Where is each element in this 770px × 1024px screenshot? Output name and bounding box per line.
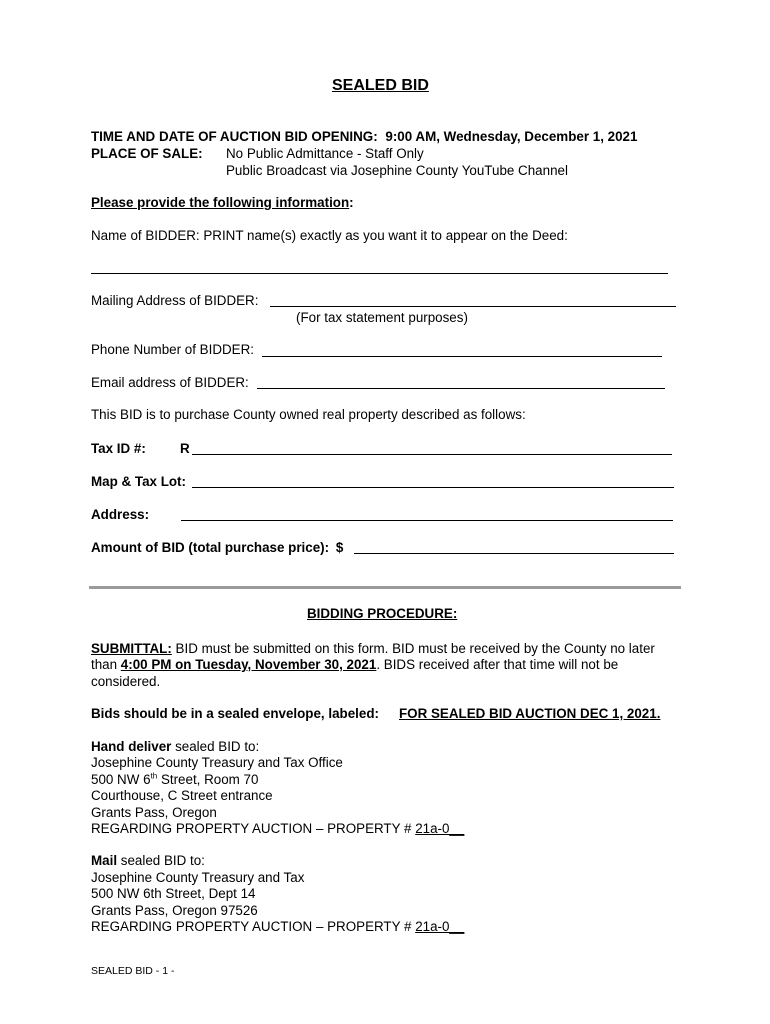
section-divider [89,586,681,589]
email-field-line[interactable] [257,387,665,389]
mailing-label: Mailing Address of BIDDER: [91,293,259,308]
hand-line-2b: Street, Room 70 [157,772,259,787]
submittal-line-3: considered. [91,674,161,689]
mail-heading [91,853,205,869]
amount-label [91,540,343,556]
hand-deliver-heading [91,739,259,755]
amount-label-text: Amount of BID (total purchase price): [91,540,330,555]
phone-label: Phone Number of BIDDER: [91,342,254,357]
hand-property-number: 21a-0__ [415,821,465,836]
submittal-line-2 [91,657,618,673]
address-field-line[interactable] [181,519,673,521]
place-label: PLACE OF SALE: [91,146,203,161]
amount-field-line[interactable] [354,552,674,554]
maplot-field-line[interactable] [192,486,674,488]
maplot-label: Map & Tax Lot: [91,474,186,489]
name-prompt: Name of BIDDER: PRINT name(s) exactly as you want it to appear on the Deed: [91,228,568,243]
taxid-label: Tax ID #: [91,441,146,456]
mail-line-3: Grants Pass, Oregon 97526 [91,903,258,918]
submittal-text-2b: . BIDS received after that time will not be [376,657,619,672]
address-label: Address: [91,507,150,522]
mail-line-4a: REGARDING PROPERTY AUCTION – PROPERTY # [91,919,416,934]
hand-line-4: Grants Pass, Oregon [91,805,217,820]
hand-line-5a: REGARDING PROPERTY AUCTION – PROPERTY # [91,821,416,836]
hand-line-2a: 500 NW 6 [91,772,151,787]
mailing-note: (For tax statement purposes) [296,310,468,325]
hand-line-2 [91,772,258,788]
mail-line-2: 500 NW 6th Street, Dept 14 [91,886,256,901]
hand-line-2-sup: th [150,771,158,781]
purpose-text: This BID is to purchase County owned real property described as follows: [91,407,526,422]
submittal-line-1 [91,641,655,657]
mail-rest: sealed BID to: [117,853,205,868]
procedure-heading: BIDDING PROCEDURE: [307,606,458,621]
envelope-value: FOR SEALED BID AUCTION DEC 1, 2021. [399,706,661,721]
taxid-prefix: R [180,441,190,456]
mail-line-1: Josephine County Treasury and Tax [91,870,305,885]
phone-field-line[interactable] [262,355,662,357]
auction-value: 9:00 AM, Wednesday, December 1, 2021 [385,129,638,144]
hand-deliver-rest: sealed BID to: [171,739,260,754]
submittal-deadline: 4:00 PM on Tuesday, November 30, 2021 [120,657,377,672]
info-heading [91,195,354,211]
mail-bold: Mail [91,853,118,868]
hand-line-5 [91,821,464,837]
hand-line-1: Josephine County Treasury and Tax Office [91,755,343,770]
submittal-label: SUBMITTAL: [91,641,172,656]
mail-property-number: 21a-0__ [415,919,465,934]
auction-label: TIME AND DATE OF AUCTION BID OPENING: [91,129,378,144]
submittal-text-1: BID must be submitted on this form. BID must be received by the County no later [171,641,655,656]
auction-time [91,129,637,145]
email-label: Email address of BIDDER: [91,375,249,390]
place-line-1: No Public Admittance - Staff Only [226,146,424,161]
envelope-label: Bids should be in a sealed envelope, labeled: [91,706,379,721]
place-line-2: Public Broadcast via Josephine County YouTube Channel [226,163,568,178]
mail-line-4 [91,919,464,935]
hand-deliver-bold: Hand deliver [91,739,172,754]
mailing-field-line[interactable] [270,305,676,307]
page-title: SEALED BID [332,77,429,94]
taxid-field-line[interactable] [192,453,672,455]
page-footer: SEALED BID - 1 - [91,965,175,977]
hand-line-3: Courthouse, C Street entrance [91,788,273,803]
submittal-text-2a: than [91,657,121,672]
name-field-line[interactable] [91,272,668,274]
amount-prefix: $ [335,540,344,555]
info-heading-text: Please provide the following information [91,195,350,210]
info-heading-colon: : [349,195,354,210]
